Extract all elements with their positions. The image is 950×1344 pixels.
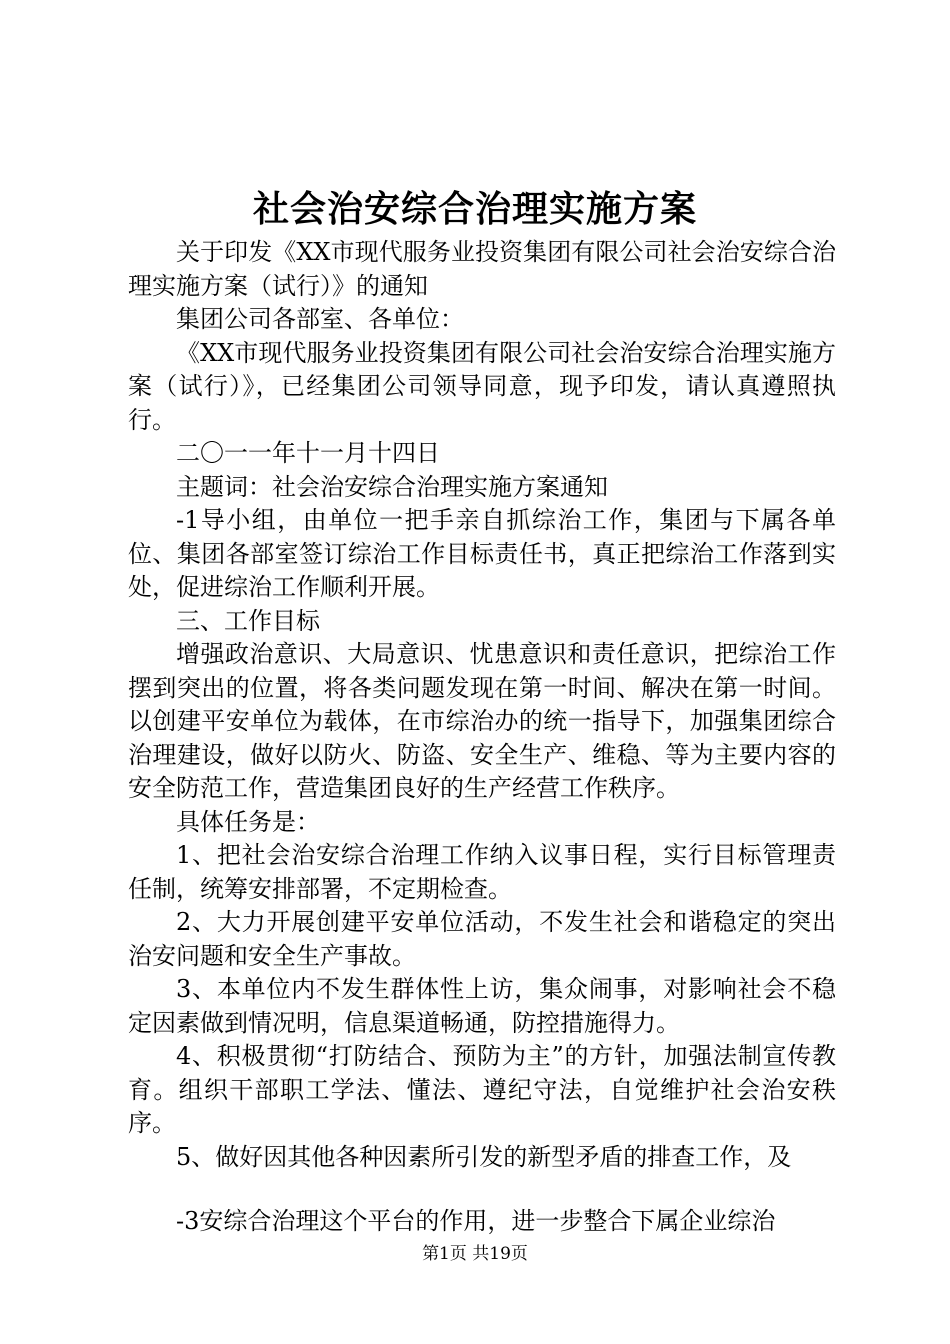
document-body: [128, 236, 836, 1239]
tasks-heading: 具体任务是：: [176, 807, 320, 836]
notice-heading: 关于印发《XX市现代服务业投资集团有限公司社会治安综合治理实施方案（试行）》的通知: [128, 238, 836, 300]
task-item: 1、把社会治安综合治理工作纳入议事日程，实行目标管理责任制，统筹安排部署，不定期检查。: [128, 841, 836, 903]
task-item: 3、本单位内不发生群体性上访，集众闹事，对影响社会不稳定因素做到情况明，信息渠道畅通，防控措施得力。: [128, 975, 836, 1037]
subject-words: 主题词：社会治安综合治理实施方案通知: [176, 472, 608, 501]
body-paragraph: 增强政治意识、大局意识、忧患意识和责任意识，把综治工作摆到突出的位置，将各类问题发现在第一时间、解决在第一时间。以创建平安单位为载体，在市综治办的统一指导下，加强集团综合治理建设，做好以防火、防盗、安全生产、维稳、等为主要内容的安全防范工作，营造集团良好的生产经营工作秩序。: [128, 640, 836, 802]
recipient-line: 集团公司各部室、各单位：: [176, 305, 464, 333]
task-item: 4、积极贯彻“打防结合、预防为主”的方针，加强法制宣传教育。组织干部职工学法、懂法、遵纪守法，自觉维护社会治安秩序。: [128, 1042, 836, 1137]
task-item: 5、做好因其他各种因素所引发的新型矛盾的排查工作，及: [176, 1142, 792, 1171]
body-paragraph: -3安综合治理这个平台的作用，进一步整合下属企业综治: [176, 1207, 776, 1235]
page-number: 第1页 共19页: [422, 1244, 528, 1264]
notice-body: 《XX市现代服务业投资集团有限公司社会治安综合治理实施方案（试行）》，已经集团公司领导同意，现予印发，请认真遵照执行。: [128, 338, 836, 434]
date-line: 二〇一一年十一月十四日: [176, 439, 440, 467]
document-title: 社会治安综合治理实施方案: [252, 188, 697, 230]
body-paragraph: -1导小组，由单位一把手亲自抓综治工作，集团与下属各单位、集团各部室签订综治工作目标责任书，真正把综治工作落到实处，促进综治工作顺利开展。: [128, 506, 836, 601]
section-heading: 三、工作目标: [176, 606, 320, 635]
task-item: 2、大力开展创建平安单位活动，不发生社会和谐稳定的突出治安问题和安全生产事故。: [128, 908, 836, 970]
